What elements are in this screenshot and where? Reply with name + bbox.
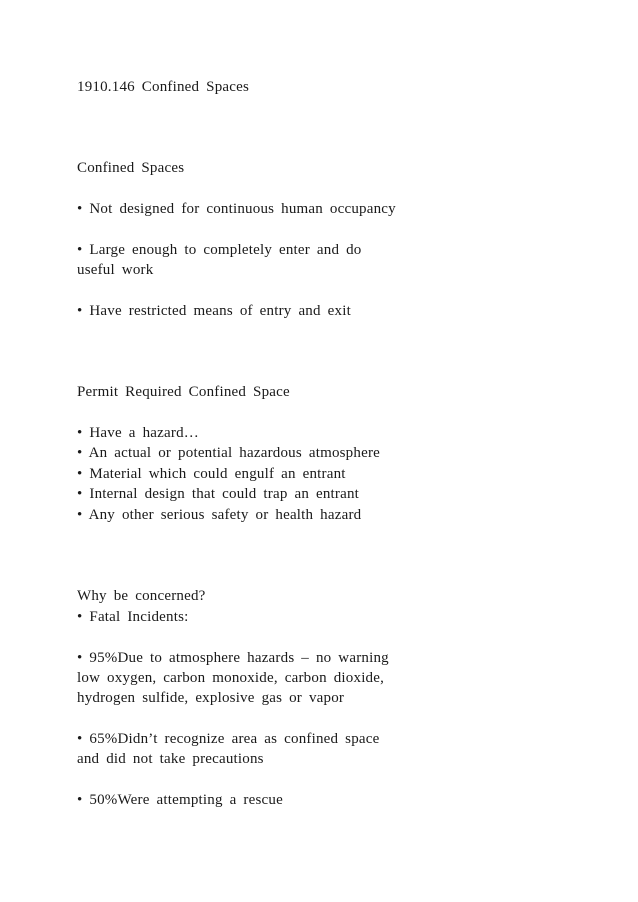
list-item: • Any other serious safety or health hazard [77, 507, 362, 523]
list-item: • 95%Due to atmosphere hazards – no warning [77, 650, 389, 666]
list-item: • Have a hazard… [77, 425, 199, 441]
list-item: • Fatal Incidents: [77, 609, 189, 625]
list-item-continuation: useful work [77, 262, 154, 278]
list-item-continuation: and did not take precautions [77, 751, 264, 767]
list-item: • Large enough to completely enter and do [77, 242, 362, 258]
list-item: • 65%Didn’t recognize area as confined space [77, 731, 380, 747]
section-heading-permit-required: Permit Required Confined Space [77, 384, 290, 400]
list-item: • Not designed for continuous human occupancy [77, 201, 396, 217]
section-heading-why-concerned: Why be concerned? [77, 588, 206, 604]
list-item: • Material which could engulf an entrant [77, 466, 346, 482]
list-item-continuation: hydrogen sulfide, explosive gas or vapor [77, 690, 345, 706]
list-item: • Have restricted means of entry and exit [77, 303, 351, 319]
list-item: • Internal design that could trap an entrant [77, 486, 360, 502]
document-title: 1910.146 Confined Spaces [77, 79, 250, 95]
section-heading-confined-spaces: Confined Spaces [77, 160, 185, 176]
list-item: • An actual or potential hazardous atmosphere [77, 445, 380, 461]
list-item: • 50%Were attempting a rescue [77, 792, 283, 808]
list-item-continuation: low oxygen, carbon monoxide, carbon dioxide, [77, 670, 385, 686]
